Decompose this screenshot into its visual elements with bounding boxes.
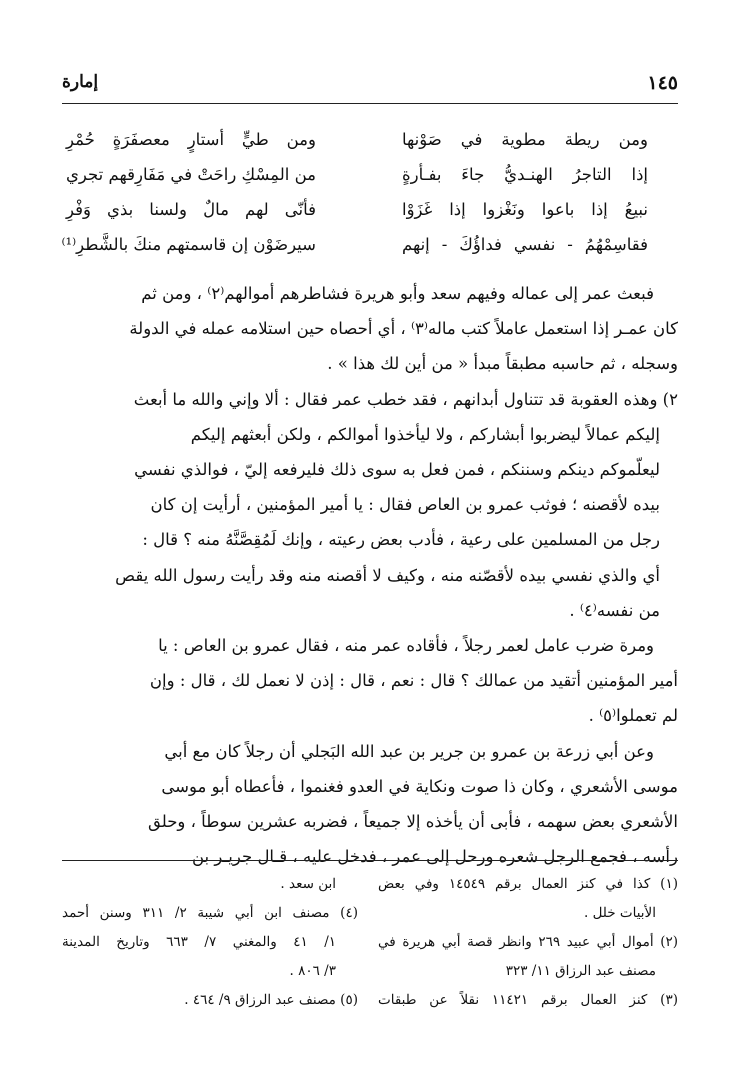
- paragraph-line: أمير المؤمنين أتقيد من عمالك ؟ قال : نعم ، قال : إذن لا نعمل لك ، قال : وإن: [149, 671, 678, 691]
- body-text: [62, 276, 678, 874]
- paragraph-line: موسى الأشعري ، وكان ذا صوت ونكاية في العدو فغنموا ، فأعطاه أبو موسى: [161, 776, 678, 796]
- paragraph-line: ٢) وهذه العقوبة قد تتناول أبدانهم ، فقد خطب عمر فقال : ألا وإني والله ما أبعث: [133, 389, 678, 409]
- footnotes-left-column: [62, 870, 358, 1015]
- paragraph-line: بيده لأقصنه ؛ فوثب عمرو بن العاص فقال : يا أمير المؤمنين ، أرأيت إن كان: [150, 495, 660, 515]
- paragraph-line: أي والذي نفسي بيده لأقصّنه منه ، وكيف لا أقصنه منه وقد رأيت رسول الله يقص: [115, 565, 660, 585]
- page-number: ١٤٥: [647, 72, 678, 94]
- page-header: [62, 72, 678, 102]
- paragraph-line: فبعث عمر إلى عماله وفيهم سعد وأبو هريرة فشاطرهم أموالهم⁽٢⁾ ، ومن ثم: [141, 284, 654, 303]
- header-rule: [62, 103, 678, 104]
- poem-verse: [62, 122, 678, 157]
- paragraph-line: لم تعملوا⁽٥⁾ .: [588, 706, 678, 726]
- footnote-line: (٢) أموال أبي عبيد ٢٦٩ وانظر قصة أبي هريرة في: [378, 934, 679, 950]
- footnote-line: مصنف عبد الرزاق ١١/ ٣٢٣: [505, 963, 656, 979]
- paragraph-line: وعن أبي زرعة بن عمرو بن جرير بن عبد الله البَجلي أن رجلاً كان مع أبي: [164, 741, 654, 761]
- footnote-line: (٣) كنز العمال برقم ١١٤٢١ نقلاً عن طبقات: [378, 992, 678, 1008]
- verse-first-hemistich: نبيعُ إذا باعوا ونَغْزوا إذا غَزَوْا: [402, 200, 648, 219]
- paragraph-line: رجل من المسلمين على رعية ، فأدب بعض رعيته ، وإنك لَمُقِصَّنَّهُ منه ؟ قال :: [142, 530, 660, 550]
- running-title: إمارة: [62, 72, 99, 92]
- poem: [62, 122, 678, 262]
- footnote-rule: [62, 860, 678, 861]
- verse-second-hemistich: من المِسْكِ راحَتْ في مَفَارِقهم تجري: [66, 165, 316, 184]
- verse-second-hemistich: سيرضَوْن إن قاسمتهم منكَ بالشَّطرِ⁽¹⁾: [61, 235, 316, 254]
- paragraph-line: رأسه ، فجمع الرجل شعره ورحل إلى عمر ، فدخل عليه ، قـال جريـر بن: [191, 847, 678, 867]
- footnote-line: (٥) مصنف عبد الرزاق ٩/ ٤٦٤ .: [184, 992, 358, 1008]
- poem-verse: [62, 157, 678, 192]
- verse-first-hemistich: إذا التاجرُ الهنـديُّ جاءَ بفـأرةٍ: [402, 165, 648, 184]
- footnote-line: ٣/ ٨٠٦ .: [289, 963, 336, 979]
- verse-second-hemistich: ومن طيٍّ أستارٍ معصفَرَةٍ حُمْرِ: [66, 130, 316, 149]
- footnote-line: ابن سعد .: [280, 876, 336, 892]
- verse-first-hemistich: فقاسِمْهُمُ - نفسي فداؤُكَ - إنهم: [402, 235, 648, 254]
- poem-verse: [62, 227, 678, 262]
- paragraph-line: كان عمـر إذا استعمل عاملاً كتب ماله⁽٣⁾ ، أي أحصاه حين استلامه عمله في الدولة: [129, 319, 678, 339]
- paragraph-line: وسجله ، ثم حاسبه مطبقاً مبدأ « من أين لك هذا » .: [327, 354, 678, 374]
- paragraph-line: من نفسه⁽٤⁾ .: [569, 600, 660, 620]
- paragraph-line: الأشعري بعض سهمه ، فأبى أن يأخذه إلا جميعاً ، فضربه عشرين سوطاً ، وحلق: [147, 812, 678, 832]
- verse-first-hemistich: ومن ريطة مطوية في صَوْنها: [402, 130, 648, 149]
- paragraph-line: ومرة ضرب عامل لعمر رجلاً ، فأقاده عمر منه ، فقال عمرو بن العاص : يا: [158, 636, 654, 656]
- footnote-line: (٤) مصنف ابن أبي شيبة ٢/ ٣١١ وسنن أحمد: [62, 905, 358, 921]
- footnotes-right-column: [378, 870, 678, 1015]
- footnote-line: الأبيات خلل .: [583, 905, 656, 921]
- footnote-line: (١) كذا في كنز العمال برقم ١٤٥٤٩ وفي بعض: [378, 876, 678, 892]
- poem-verse: [62, 192, 678, 227]
- paragraph-line: ليعلّموكم دينكم وسننكم ، فمن فعل به سوى ذلك فليرفعه إليّ ، فوالذي نفسي: [134, 460, 660, 480]
- footnote-line: ١/ ٤١ والمغني ٧/ ٦٦٣ وتاريخ المدينة: [62, 934, 337, 950]
- verse-second-hemistich: فأنّى لهم مالٌ ولسنا بذي وَفْرِ: [66, 200, 316, 219]
- paragraph-line: إليكم عمالاً ليضربوا أبشاركم ، ولا ليأخذوا أموالكم ، ولكن أبعثهم إليكم: [190, 424, 660, 444]
